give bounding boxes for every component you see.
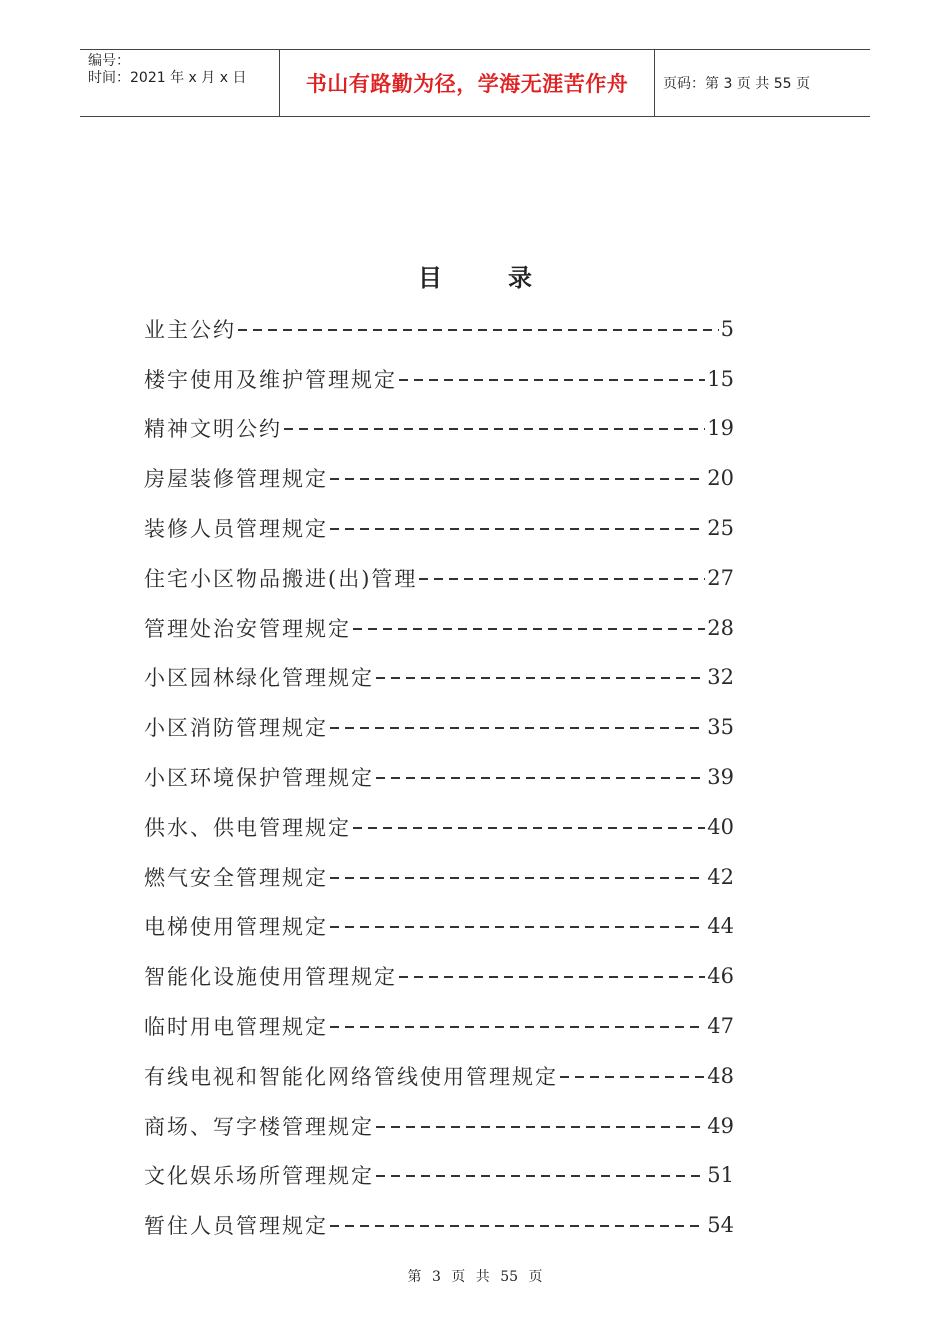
page-footer: 第 3 页 共 55 页 bbox=[407, 1269, 543, 1285]
toc-entry-label: 装修人员管理规定 bbox=[144, 517, 328, 542]
toc-entry-page: 48 bbox=[707, 1063, 734, 1088]
toc-entry-label: 燃气安全管理规定 bbox=[144, 865, 328, 890]
toc-dash-leader bbox=[284, 428, 705, 430]
toc-dash-leader bbox=[330, 877, 705, 879]
toc-entry-page: 19 bbox=[707, 416, 734, 441]
toc-entry[interactable] bbox=[144, 802, 734, 852]
toc-entry-page: 40 bbox=[707, 814, 734, 839]
toc-dash-leader bbox=[376, 777, 705, 779]
toc-entry-page: 46 bbox=[707, 964, 734, 989]
toc-entry-label: 临时用电管理规定 bbox=[144, 1015, 328, 1040]
toc-entry-page: 54 bbox=[707, 1213, 734, 1238]
time-label: 时间：2021 年 x 月 x 日 bbox=[88, 70, 247, 86]
toc-title: 目录 bbox=[418, 263, 598, 292]
toc-dash-leader bbox=[330, 528, 705, 530]
toc-dash-leader bbox=[330, 1225, 705, 1227]
toc-entry-label: 业主公约 bbox=[144, 317, 236, 342]
number-label: 编号： bbox=[88, 53, 130, 69]
toc-entry-label: 精神文明公约 bbox=[144, 417, 282, 442]
toc-entry-label: 房屋装修管理规定 bbox=[144, 467, 328, 492]
toc-entry[interactable] bbox=[144, 1051, 734, 1101]
toc-entry-page: 32 bbox=[707, 665, 734, 690]
toc-entry[interactable] bbox=[144, 1200, 734, 1250]
toc-entry[interactable] bbox=[144, 1101, 734, 1151]
toc-entry[interactable] bbox=[144, 553, 734, 603]
toc-entry[interactable] bbox=[144, 453, 734, 503]
toc-dash-leader bbox=[399, 379, 705, 381]
toc-entry-label: 暂住人员管理规定 bbox=[144, 1214, 328, 1239]
toc-entry-page: 15 bbox=[707, 366, 734, 391]
toc-entry-page: 35 bbox=[707, 715, 734, 740]
toc-dash-leader bbox=[376, 677, 705, 679]
toc-entry-page: 27 bbox=[707, 565, 734, 590]
toc-dash-leader bbox=[238, 329, 719, 331]
toc-dash-leader bbox=[330, 1026, 705, 1028]
toc-entry[interactable] bbox=[144, 852, 734, 902]
toc-entry-page: 49 bbox=[707, 1113, 734, 1138]
toc-entry-label: 管理处治安管理规定 bbox=[144, 616, 351, 641]
toc-dash-leader bbox=[353, 827, 705, 829]
toc-entry-page: 42 bbox=[707, 864, 734, 889]
toc-entry[interactable] bbox=[144, 404, 734, 454]
toc-entry-label: 供水、供电管理规定 bbox=[144, 815, 351, 840]
header-meta bbox=[80, 50, 280, 116]
toc-dash-leader bbox=[399, 976, 705, 978]
toc-entry-label: 住宅小区物品搬进(出)管理 bbox=[144, 566, 418, 591]
toc-entry[interactable] bbox=[144, 1001, 734, 1051]
toc-entry-page: 5 bbox=[720, 316, 734, 341]
toc-entry[interactable] bbox=[144, 1151, 734, 1201]
toc-dash-leader bbox=[560, 1076, 705, 1078]
toc-entry-page: 47 bbox=[707, 1014, 734, 1039]
toc-entry-label: 小区消防管理规定 bbox=[144, 716, 328, 741]
toc-entry-label: 电梯使用管理规定 bbox=[144, 915, 328, 940]
toc-entry-page: 20 bbox=[707, 466, 734, 491]
header-motto: 书山有路勤为径，学海无涯苦作舟 bbox=[280, 50, 655, 116]
toc-dash-leader bbox=[330, 478, 705, 480]
toc-entry[interactable] bbox=[144, 603, 734, 653]
toc-entry-page: 39 bbox=[707, 765, 734, 790]
toc-entry-label: 小区园林绿化管理规定 bbox=[144, 666, 374, 691]
toc-dash-leader bbox=[330, 727, 705, 729]
toc-dash-leader bbox=[330, 926, 705, 928]
toc-entry[interactable] bbox=[144, 951, 734, 1001]
toc-entry[interactable] bbox=[144, 503, 734, 553]
toc-entry-page: 28 bbox=[707, 615, 734, 640]
toc-entry[interactable] bbox=[144, 752, 734, 802]
toc-entry[interactable] bbox=[144, 902, 734, 952]
toc-dash-leader bbox=[376, 1175, 705, 1177]
toc-dash-leader bbox=[419, 578, 705, 580]
toc-entry[interactable] bbox=[144, 702, 734, 752]
toc-entry-label: 商场、写字楼管理规定 bbox=[144, 1114, 374, 1139]
toc-entry[interactable] bbox=[144, 304, 734, 354]
toc-entry-label: 小区环境保护管理规定 bbox=[144, 766, 374, 791]
toc-entry-page: 25 bbox=[707, 516, 734, 541]
header-page-info: 页码：第 3 页 共 55 页 bbox=[663, 76, 810, 92]
table-of-contents bbox=[144, 304, 734, 1250]
toc-entry-label: 智能化设施使用管理规定 bbox=[144, 965, 397, 990]
toc-entry-label: 有线电视和智能化网络管线使用管理规定 bbox=[144, 1064, 558, 1089]
toc-entry-page: 51 bbox=[707, 1163, 734, 1188]
toc-entry-label: 楼宇使用及维护管理规定 bbox=[144, 367, 397, 392]
toc-entry-label: 文化娱乐场所管理规定 bbox=[144, 1164, 374, 1189]
toc-entry-page: 44 bbox=[707, 914, 734, 939]
toc-dash-leader bbox=[376, 1126, 705, 1128]
page-header bbox=[80, 49, 870, 117]
toc-entry[interactable] bbox=[144, 354, 734, 404]
toc-entry[interactable] bbox=[144, 653, 734, 703]
toc-dash-leader bbox=[353, 628, 705, 630]
